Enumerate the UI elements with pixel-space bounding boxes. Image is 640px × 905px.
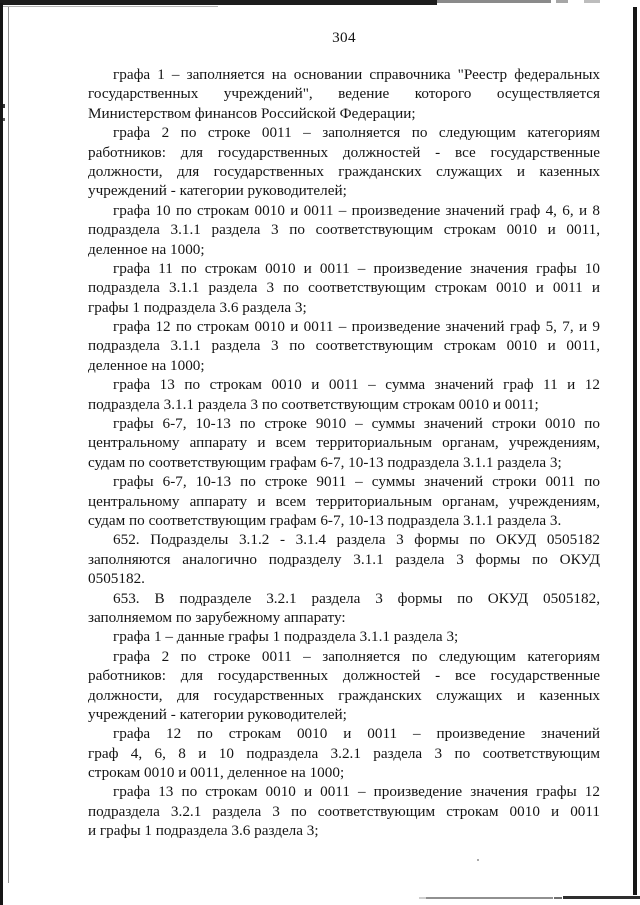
document-text — [88, 65, 600, 841]
paragraph — [88, 724, 600, 782]
scan-edge-bottom-dash — [554, 897, 562, 899]
text-line: графа 13 по строкам 0010 и 0011 – сумма значений граф 11 и 12 — [113, 376, 600, 394]
text-line: графа 12 по строкам 0010 и 0011 – произведение значений — [113, 725, 600, 743]
text-line: графа 1 – данные графы 1 подраздела 3.1.1 раздела 3; — [113, 628, 459, 646]
text-line: графы 6-7, 10-13 по строке 9011 – суммы значений строки 0011 по — [113, 473, 600, 491]
scan-edge-top-gray — [437, 0, 551, 3]
paragraph — [88, 317, 600, 375]
text-line: центральному аппарату и всем территориальным органам, учреждениям, — [88, 434, 600, 452]
scan-edge-left — [0, 3, 3, 905]
text-line: центральному аппарату и всем территориальным органам, учреждениям, — [88, 492, 600, 510]
text-line: деленное на 1000; — [88, 240, 205, 258]
scan-speck — [3, 104, 5, 108]
scan-speck — [477, 859, 479, 861]
text-line: графы 6-7, 10-13 по строке 9010 – суммы значений строки 0010 по — [113, 415, 600, 433]
text-line: и графы 1 подраздела 3.6 раздела 3; — [88, 822, 319, 840]
text-line: подраздела 3.1.1 раздела 3 по соответствующим строкам 0010 и 0011; — [88, 395, 539, 413]
scan-edge-top-dash — [556, 0, 568, 3]
text-line: графа 11 по строкам 0010 и 0011 – произведение значения графы 10 — [113, 259, 600, 277]
text-line: работников: для государственных должностей - все государственные — [88, 667, 600, 685]
paragraph — [88, 375, 600, 414]
text-line: Министерством финансов Российской Федерации; — [88, 104, 416, 122]
paragraph — [88, 627, 600, 646]
text-line: учреждений - категории руководителей; — [88, 705, 347, 723]
text-line: подраздела 3.1.1 раздела 3 по соответствующим строкам 0010 и 0011, — [88, 221, 600, 239]
text-line: учреждений - категории руководителей; — [88, 182, 347, 200]
scan-edge-left-hairline — [8, 7, 9, 883]
text-line: графа 2 по строке 0011 – заполняется по следующим категориям — [113, 124, 600, 142]
text-line: 0505182. — [88, 570, 145, 588]
text-line: заполняемом по зарубежному аппарату: — [88, 608, 346, 626]
paragraph — [88, 123, 600, 201]
text-line: подраздела 3.2.1 раздела 3 по соответствующим строкам 0010 и 0011 — [88, 802, 600, 820]
text-line: должности, для государственных гражданских служащих и казенных — [88, 686, 600, 704]
scan-edge-right — [633, 7, 637, 895]
text-line: 652. Подразделы 3.1.2 - 3.1.4 раздела 3 формы по ОКУД 0505182 — [113, 531, 600, 549]
text-line: графа 1 – заполняется на основании справочника "Реестр федеральных — [113, 66, 600, 83]
text-line: государственных учреждений", ведение которого осуществляется — [88, 85, 600, 103]
text-line: графы 1 подраздела 3.6 раздела 3; — [88, 298, 307, 316]
paragraph — [88, 589, 600, 628]
text-line: заполняются аналогично подразделу 3.1.1 раздела 3 формы по ОКУД — [88, 550, 600, 568]
paragraph — [88, 65, 600, 123]
scan-edge-top-hairline — [0, 6, 218, 7]
scan-speck — [3, 118, 5, 121]
text-line: 653. В подразделе 3.2.1 раздела 3 формы по ОКУД 0505182, — [113, 589, 600, 607]
paragraph — [88, 472, 600, 530]
text-line: графа 10 по строкам 0010 и 0011 – произведение значений граф 4, 6, и 8 — [113, 201, 600, 219]
page-number: 304 — [332, 29, 356, 46]
scan-edge-bottom-dark — [563, 896, 640, 899]
text-line: судам по соответствующим графам 6-7, 10-13 подраздела 3.1.1 раздела 3; — [88, 453, 562, 471]
text-line: графа 2 по строке 0011 – заполняется по следующим категориям — [113, 647, 600, 665]
scan-edge-top — [0, 0, 437, 5]
text-line: строкам 0010 и 0011, деленное на 1000; — [88, 764, 345, 782]
text-line: граф 4, 6, 8 и 10 подраздела 3.2.1 раздела 3 по соответствующим — [88, 744, 600, 762]
text-line: должности, для государственных гражданских служащих и казенных — [88, 162, 600, 180]
scan-edge-top-dash — [584, 0, 600, 3]
text-line: работников: для государственных должностей - все государственные — [88, 143, 600, 161]
text-line: судам по соответствующим графам 6-7, 10-13 подраздела 3.1.1 раздела 3. — [88, 511, 562, 529]
scan-edge-bottom-gray — [426, 897, 553, 899]
paragraph — [88, 647, 600, 725]
text-line: подраздела 3.1.1 раздела 3 по соответствующим строкам 0010 и 0011 и — [88, 279, 600, 297]
paragraph — [88, 201, 600, 259]
paragraph — [88, 782, 600, 840]
text-line: деленное на 1000; — [88, 356, 205, 374]
text-line: графа 13 по строкам 0010 и 0011 – произведение значения графы 12 — [113, 783, 600, 801]
paragraph — [88, 530, 600, 588]
paragraph — [88, 414, 600, 472]
text-line: графа 12 по строкам 0010 и 0011 – произведение значений граф 5, 7, и 9 — [113, 318, 600, 336]
paragraph — [88, 259, 600, 317]
text-line: подраздела 3.1.1 раздела 3 по соответствующим строкам 0010 и 0011, — [88, 337, 600, 355]
scan-edge-bottom-light — [419, 897, 426, 899]
